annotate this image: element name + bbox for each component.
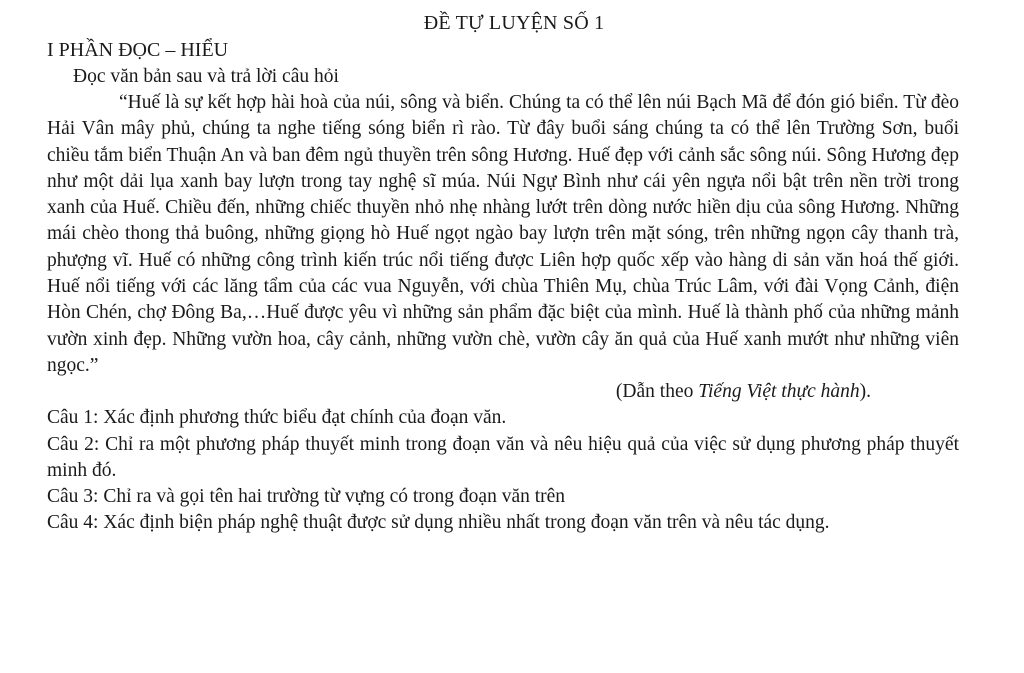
question-2: Câu 2: Chỉ ra một phương pháp thuyết minh trong đoạn văn và nêu hiệu quả của việc sử dụng phương pháp thuyết minh đó. [47, 433, 959, 481]
citation-open: (Dẫn theo [615, 381, 699, 403]
section-heading: I PHẦN ĐỌC – HIỂU [47, 39, 229, 61]
document-title: ĐỀ TỰ LUYỆN SỐ 1 [423, 12, 605, 34]
reading-passage: “Huế là sự kết hợp hài hoà của núi, sông và biển. Chúng ta có thể lên núi Bạch Mã để đón gió biển. Từ đèo Hải Vân mây phủ, chúng ta nghe tiếng sóng biển rì rào. Từ đây buổi sáng chúng ta có thể lên Trường Sơn, buổi chiều tắm biển Thuận An và ban đêm ngủ thuyền trên sông Hương. Huế đẹp với cảnh sắc sông núi. Sông Hương đẹp như một dải lụa xanh bay lượn trong tay nghệ sĩ múa. Núi Ngự Bình như cái yên ngựa nổi bật trên nền trời trong xanh của Huế. Chiều đến, những chiếc thuyền nhỏ nhẹ nhàng lướt trên dòng nước hiền dịu của sông Hương. Những mái chèo thong thả buông, những giọng hò Huế ngọt ngào bay lượn trên mặt sóng, trên những ngọn cây thanh trà, phượng vĩ. Huế có những công trình kiến trúc nổi tiếng được Liên hợp quốc xếp vào hàng di sản văn hoá thế giới. Huế nổi tiếng với các lăng tẩm của các vua Nguyễn, với chùa Thiên Mụ, chùa Trúc Lâm, với đài Vọng Cảnh, điện Hòn Chén, chợ Đông Ba,…Huế được yêu vì những sản phẩm đặc biệt của mình. Huế là thành phố của những mảnh vườn xinh đẹp. Những vườn hoa, cây cảnh, những vườn chè, vườn cây ăn quả của Huế xanh mướt như những viên ngọc.” [47, 92, 959, 376]
citation-source: Tiếng Việt thực hành [698, 381, 860, 403]
passage-citation [47, 379, 959, 405]
reading-instruction: Đọc văn bản sau và trả lời câu hỏi [73, 66, 339, 87]
question-1: Câu 1: Xác định phương thức biểu đạt chính của đoạn văn. [47, 407, 507, 429]
citation-close: ). [859, 381, 871, 403]
question-3: Câu 3: Chỉ ra và gọi tên hai trường từ vựng có trong đoạn văn trên [47, 486, 566, 508]
question-4: Câu 4: Xác định biện pháp nghệ thuật được sử dụng nhiều nhất trong đoạn văn trên và nêu tác dụng. [47, 512, 830, 534]
document-page [47, 0, 959, 537]
